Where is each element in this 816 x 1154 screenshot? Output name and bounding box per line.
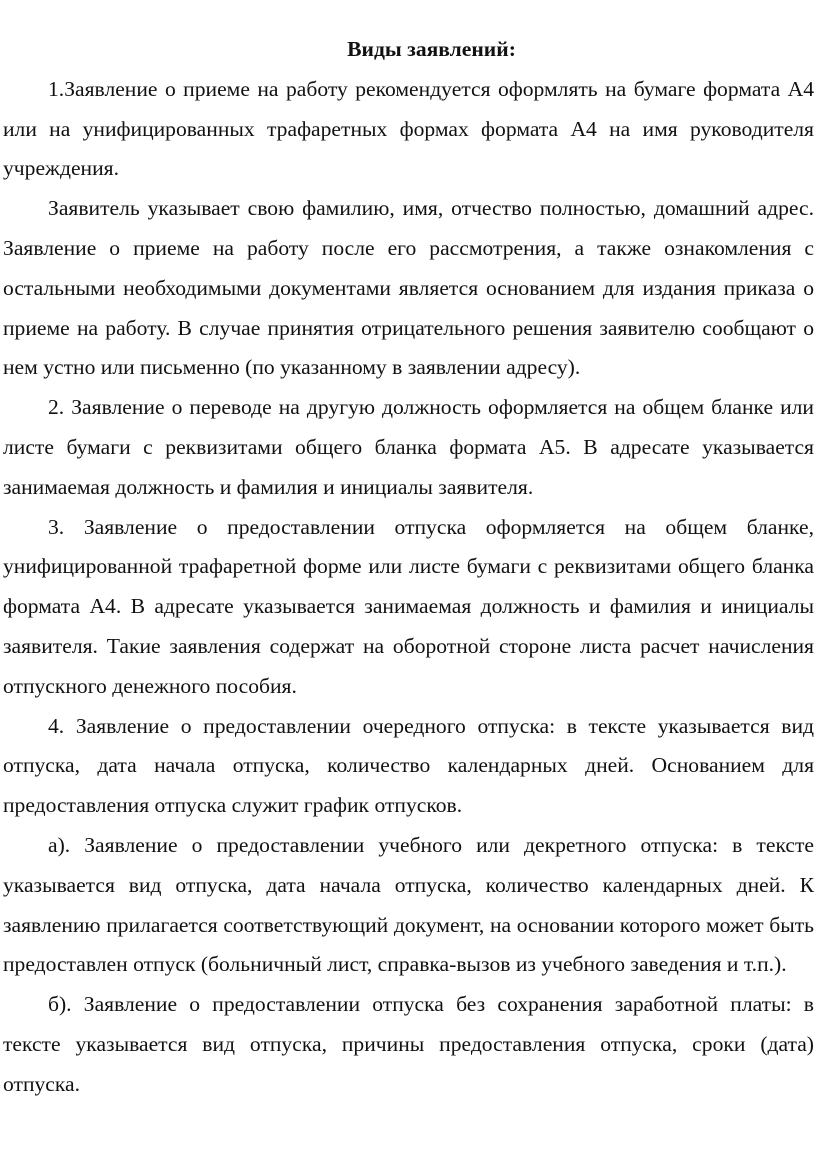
paragraph-study-maternity-leave: а). Заявление о предоставлении учебного или декретного отпуска: в тексте указывается вид отпуска, дата начала отпуска, количество календарных дней. К заявлению прилагается соответствующий документ, на основании которого может быть предоставлен отпуск (больничный лист, справка-вызов из учебного заведения и т.п.). (3, 832, 814, 977)
paragraph-hiring: 1.Заявление о приеме на работу рекомендуется оформлять на бумаге формата А4 или на унифицированных трафаретных формах формата А4 на имя руководителя учреждения. (3, 76, 814, 181)
paragraph-unpaid-leave: б). Заявление о предоставлении отпуска без сохранения заработной платы: в тексте указывается вид отпуска, причины предоставления отпуска, сроки (дата) отпуска. (3, 992, 814, 1096)
document-title: Виды заявлений: (347, 37, 516, 61)
paragraph-applicant-details: Заявитель указывает свою фамилию, имя, отчество полностью, домашний адрес. Заявление о приеме на работу после его рассмотрения, а также ознакомления с остальными необходимыми документами является основанием для издания приказа о приеме на работу. В случае принятия отрицательного решения заявителю сообщают о нем устно или письменно (по указанному в заявлении адресу). (3, 196, 814, 380)
paragraph-transfer: 2. Заявление о переводе на другую должность оформляется на общем бланке или листе бумаги с реквизитами общего бланка формата А5. В адресате указывается занимаемая должность и фамилия и инициалы заявителя. (3, 395, 814, 499)
paragraph-vacation: 3. Заявление о предоставлении отпуска оформляется на общем бланке, унифицированной трафаретной форме или листе бумаги с реквизитами общего бланка формата А4. В адресате указывается занимаемая должность и фамилия и инициалы заявителя. Такие заявления содержат на оборотной стороне листа расчет начисления отпускного денежного пособия. (3, 514, 814, 698)
paragraph-regular-vacation: 4. Заявление о предоставлении очередного отпуска: в тексте указывается вид отпуска, дата начала отпуска, количество календарных дней. Основанием для предоставления отпуска служит график отпусков. (3, 713, 814, 818)
